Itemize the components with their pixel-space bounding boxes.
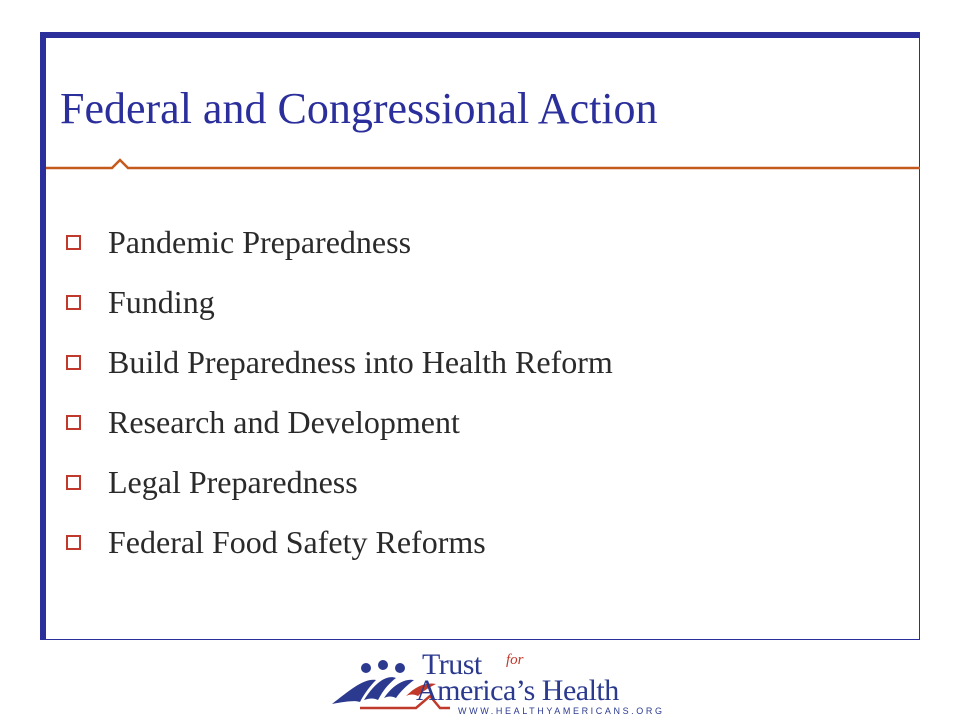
bullet-text: Federal Food Safety Reforms (108, 523, 486, 560)
bullet-text: Research and Development (108, 403, 460, 440)
logo-name-text: America’s Health (416, 674, 619, 707)
list-item (66, 392, 613, 452)
list-item (66, 512, 613, 572)
slide-title: Federal and Congressional Action (60, 84, 658, 133)
bullet-text: Build Preparedness into Health Reform (108, 343, 613, 380)
logo-for-text: for (506, 652, 524, 668)
square-bullet-icon (66, 475, 81, 490)
bullet-text: Legal Preparedness (108, 463, 358, 500)
logo-trust-text: Trust (422, 648, 482, 681)
bullet-text: Pandemic Preparedness (108, 223, 412, 260)
square-bullet-icon (66, 355, 81, 370)
list-item (66, 452, 613, 512)
square-bullet-icon (66, 295, 81, 310)
tfah-logo (330, 648, 665, 720)
bullet-text: Funding (108, 283, 215, 320)
square-bullet-icon (66, 415, 81, 430)
bullet-list (66, 212, 613, 572)
logo-url-text: WWW.HEALTHYAMERICANS.ORG (458, 706, 665, 716)
list-item (66, 332, 613, 392)
square-bullet-icon (66, 235, 81, 250)
title-underline (46, 155, 920, 175)
square-bullet-icon (66, 535, 81, 550)
list-item (66, 212, 613, 272)
list-item (66, 272, 613, 332)
